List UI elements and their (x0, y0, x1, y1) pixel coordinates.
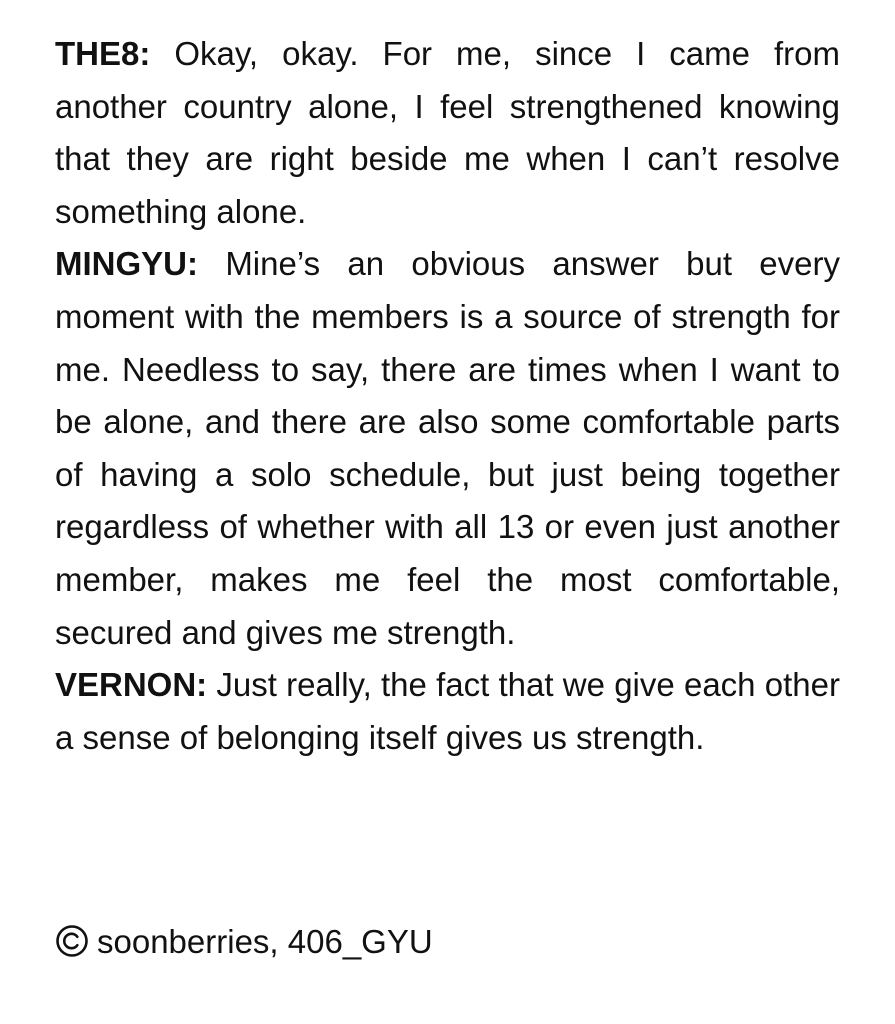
quote-text: Just really, the fact that we give each other a sense of belonging itself gives us strength. (55, 666, 840, 756)
transcript-entry-the8 (55, 28, 840, 238)
credit-text: soonberries, 406_GYU (97, 923, 433, 960)
quote-text: Okay, okay. For me, since I came from another country alone, I feel strengthened knowing that they are right beside me when I can’t resolve something alone. (55, 35, 840, 230)
speaker-name: VERNON: (55, 666, 208, 704)
transcript-entry-vernon (55, 659, 840, 764)
transcript (55, 28, 840, 764)
speaker-name: MINGYU: (55, 245, 198, 283)
credit-line (55, 916, 433, 968)
transcript-entry-mingyu (55, 238, 840, 659)
copyright-icon (55, 924, 89, 958)
quote-text: Mine’s an obvious answer but every moment with the members is a source of strength for me. Needless to say, there are times when I want to be alone, and there are also some comfortable parts of having a solo schedule, but just being together regardless of whether with all 13 or even just another member, makes me feel the most comfortable, secured and gives me strength. (55, 245, 840, 651)
speaker-name: THE8: (55, 35, 151, 72)
